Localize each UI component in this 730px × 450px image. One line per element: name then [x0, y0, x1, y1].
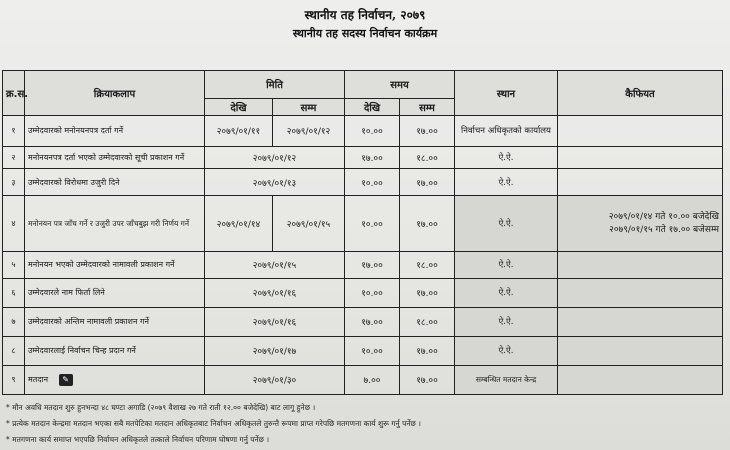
header-date: मिति [205, 71, 345, 99]
header-time-from: देखि [345, 98, 400, 115]
row-sn: ३ [3, 169, 25, 196]
row-date: २०७९/०१/१७ [205, 336, 345, 365]
header-time-to: सम्म [400, 98, 455, 115]
document-subtitle: स्थानीय तह सदस्य निर्वाचन कार्यक्रम [292, 27, 438, 40]
row-time-to: १८.०० [400, 146, 455, 168]
row-sn: ५ [3, 251, 25, 278]
row-activity: मनोनयनपत्र दर्ता भएको उम्मेदवारको सूची प्रकाशन गर्ने [25, 146, 205, 168]
row-time-to: १७.०० [400, 336, 455, 365]
row-time-to: १७.०० [400, 365, 455, 394]
remark-line-2: २०७९/०१/१५ गते १७.०० बजेसम्म [609, 224, 720, 235]
row-date-to: २०७९/०१/१२ [273, 115, 345, 146]
row-sn: ७ [3, 307, 25, 336]
schedule-table [2, 70, 723, 395]
row-time-from: १०.०० [345, 115, 400, 146]
row-time-to: १७.०० [400, 169, 455, 196]
row-date: २०७९/०१/१६ [205, 278, 345, 307]
footnotes [6, 400, 706, 448]
row-place: सम्बन्धित मतदान केन्द्र [455, 365, 558, 394]
document-title: स्थानीय तह निर्वाचन, २०७९ [304, 8, 426, 22]
header-time: समय [345, 71, 455, 99]
row-remarks [558, 336, 723, 365]
row-place: ऐ.ऐ. [455, 169, 558, 196]
row-date-from: २०७९/०१/१४ [205, 196, 273, 252]
row-place: ऐ.ऐ. [455, 278, 558, 307]
row-date: २०७९/०१/१३ [205, 169, 345, 196]
row-time-from: ७.०० [345, 365, 400, 394]
table-row [3, 146, 723, 168]
header-sn: क्र.स. [3, 71, 25, 116]
row-date: २०७९/०१/१२ [205, 146, 345, 168]
header-activity: क्रियाकलाप [25, 71, 205, 116]
row-date: २०७९/०१/१५ [205, 251, 345, 278]
table-row [3, 278, 723, 307]
row-time-from: १०.०० [345, 278, 400, 307]
header-date-from: देखि [205, 98, 273, 115]
row-remarks [558, 307, 723, 336]
row-time-from: १०.०० [345, 336, 400, 365]
row-date-to: २०७९/०१/१५ [273, 196, 345, 252]
row-remarks [558, 115, 723, 146]
row-remarks [558, 196, 723, 252]
header-row [3, 71, 723, 99]
row-time-to: १७.०० [400, 278, 455, 307]
row-activity: मनोनयन भएको उम्मेदवारको नामावली प्रकाशन गर्ने [25, 251, 205, 278]
row-date: २०७९/०१/१६ [205, 307, 345, 336]
row-date: २०७९/०१/३० [205, 365, 345, 394]
row-remarks [558, 169, 723, 196]
table-row [3, 169, 723, 196]
table-row [3, 307, 723, 336]
row-place: ऐ.ऐ. [455, 196, 558, 252]
table-row [3, 196, 723, 252]
row-time-from: १७.०० [345, 146, 400, 168]
footnote-3: * मतगणना कार्य समाप्त भएपछि निर्वाचन अधिकृतले तत्काले निर्वाचन परिणाम घोषणा गर्नु पर्नेछ । [6, 435, 270, 444]
row-place: ऐ.ऐ. [455, 336, 558, 365]
row-place: निर्वाचन अधिकृतको कार्यालय [455, 115, 558, 146]
row-sn: ९ [3, 365, 25, 394]
row-place: ऐ.ऐ. [455, 146, 558, 168]
row-remarks [558, 365, 723, 394]
row-time-to: १७.०० [400, 196, 455, 252]
row-remarks [558, 251, 723, 278]
row-sn: ४ [3, 196, 25, 252]
row-date-from: २०७९/०१/११ [205, 115, 273, 146]
row-place: ऐ.ऐ. [455, 251, 558, 278]
remark-line-1: २०७९/०१/१४ गते १०.०० बजेदेखि [608, 211, 720, 222]
row-time-from: १७.०० [345, 307, 400, 336]
row-time-to: १७.०० [400, 115, 455, 146]
row-time-from: १०.०० [345, 169, 400, 196]
footnote-1: * मौन अवधि मतदान शुरु हुनभन्दा ४८ घण्टा अगाडि (२०७९ वैशाख २७ गते राती १२.०० बजेदेखि) बाट लागू हुनेछ । [6, 403, 316, 412]
row-time-from: १०.०० [345, 196, 400, 252]
row-place: ऐ.ऐ. [455, 307, 558, 336]
header-remarks: कैफियत [558, 71, 723, 116]
row-activity: मनोनयन पत्र जाँच गर्ने र उजुरी उपर जाँचबुझ गरी निर्णय गर्ने [25, 196, 205, 252]
table-row [3, 251, 723, 278]
row-activity: मतदान [28, 374, 49, 384]
header-place: स्थान [455, 71, 558, 116]
row-time-to: १८.०० [400, 307, 455, 336]
row-sn: ८ [3, 336, 25, 365]
row-time-to: १८.०० [400, 251, 455, 278]
header-date-to: सम्म [273, 98, 345, 115]
row-remarks [558, 278, 723, 307]
row-activity: उम्मेदवारको अन्तिम नामावली प्रकाशन गर्ने [25, 307, 205, 336]
table-row [3, 336, 723, 365]
row-activity: उम्मेदवारले नाम फिर्ता लिने [25, 278, 205, 307]
row-activity: उम्मेदवारको मनोनयनपत्र दर्ता गर्ने [25, 115, 205, 146]
row-sn: २ [3, 146, 25, 168]
row-remarks [558, 146, 723, 168]
table-row [3, 115, 723, 146]
row-activity: उम्मेदवारको विरोधमा उजुरी दिने [25, 169, 205, 196]
row-sn: १ [3, 115, 25, 146]
row-time-from: १७.०० [345, 251, 400, 278]
row-activity: उम्मेदवारलाई निर्वाचन चिन्ह प्रदान गर्ने [25, 336, 205, 365]
row-activity-cell [25, 365, 205, 394]
ballot-icon: ✎ [59, 374, 73, 386]
row-sn: ६ [3, 278, 25, 307]
footnote-2: * प्रत्येक मतदान केन्द्रमा मतदान भएका सबै मतपेटिका मतदान अधिकृतबाट निर्वाचन अधिकृतले तुरुन्तै रूपमा प्राप्त गरेपछि मतगणना कार्य शुरू गर्नु पर्नेछ । [6, 419, 421, 428]
table-row [3, 365, 723, 394]
